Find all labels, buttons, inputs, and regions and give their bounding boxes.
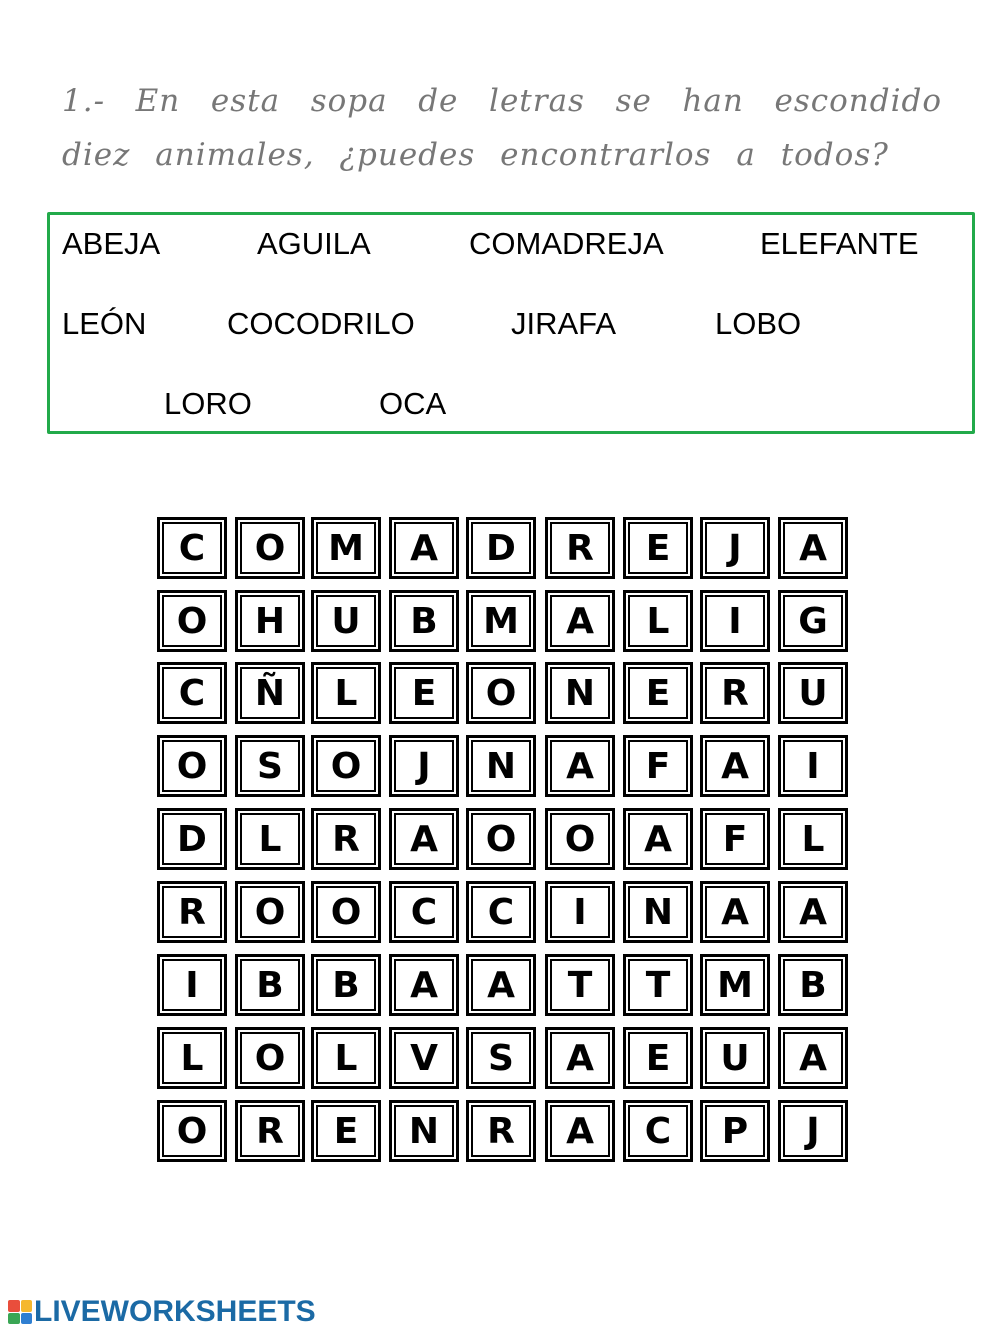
grid-cell[interactable]: [466, 1027, 536, 1089]
grid-cell[interactable]: [389, 954, 459, 1016]
grid-letter: S: [257, 745, 283, 787]
grid-cell[interactable]: [389, 662, 459, 724]
grid-letter: R: [178, 891, 206, 933]
grid-letter: O: [564, 818, 596, 860]
grid-cell[interactable]: [157, 881, 227, 943]
grid-letter: F: [645, 745, 671, 787]
grid-letter: L: [334, 1037, 358, 1079]
grid-letter: N: [408, 1110, 440, 1152]
grid-cell[interactable]: [778, 590, 848, 652]
grid-cell[interactable]: [311, 881, 381, 943]
grid-letter: O: [254, 1037, 286, 1079]
grid-letter: M: [328, 527, 364, 569]
logo-text: LIVEWORKSHEETS: [34, 1295, 316, 1328]
grid-letter: A: [410, 527, 438, 569]
grid-cell[interactable]: [466, 735, 536, 797]
grid-letter: A: [487, 964, 515, 1006]
grid-letter: C: [178, 527, 206, 569]
grid-letter: R: [487, 1110, 515, 1152]
grid-cell[interactable]: [389, 881, 459, 943]
grid-cell[interactable]: [778, 1100, 848, 1162]
word-search-grid: [157, 517, 847, 1167]
grid-cell[interactable]: [311, 954, 381, 1016]
grid-letter: R: [566, 527, 594, 569]
grid-letter: E: [645, 672, 671, 714]
instruction-text: 1.- En esta sopa de letras se han escondido diez animales, ¿puedes encontrarlos a todos?: [62, 83, 942, 173]
grid-letter: C: [644, 1110, 672, 1152]
grid-letter: P: [721, 1110, 749, 1152]
grid-letter: A: [799, 1037, 827, 1079]
grid-letter: A: [644, 818, 672, 860]
grid-cell[interactable]: [700, 808, 770, 870]
grid-letter: A: [721, 745, 749, 787]
word-list-item: COCODRILO: [227, 306, 415, 341]
grid-cell[interactable]: [700, 954, 770, 1016]
grid-letter: D: [486, 527, 516, 569]
grid-cell[interactable]: [545, 808, 615, 870]
word-list-item: AGUILA: [257, 226, 371, 261]
grid-cell[interactable]: [311, 1027, 381, 1089]
grid-letter: A: [566, 745, 594, 787]
grid-letter: O: [176, 600, 208, 642]
grid-cell[interactable]: [235, 735, 305, 797]
grid-letter: J: [728, 527, 742, 569]
grid-cell[interactable]: [157, 1100, 227, 1162]
grid-cell[interactable]: [235, 517, 305, 579]
grid-letter: E: [645, 1037, 671, 1079]
grid-letter: L: [801, 818, 825, 860]
grid-letter: J: [806, 1110, 820, 1152]
grid-letter: A: [566, 1037, 594, 1079]
grid-letter: C: [178, 672, 206, 714]
grid-cell[interactable]: [545, 954, 615, 1016]
grid-cell[interactable]: [389, 808, 459, 870]
grid-letter: E: [645, 527, 671, 569]
grid-letter: R: [721, 672, 749, 714]
grid-cell[interactable]: [623, 1100, 693, 1162]
grid-letter: I: [806, 745, 820, 787]
grid-cell[interactable]: [466, 517, 536, 579]
word-list-item: LEÓN: [62, 306, 147, 341]
grid-letter: I: [573, 891, 587, 933]
grid-cell[interactable]: [311, 590, 381, 652]
word-list-item: COMADREJA: [469, 226, 664, 261]
grid-letter: A: [799, 891, 827, 933]
grid-letter: M: [483, 600, 519, 642]
grid-cell[interactable]: [545, 735, 615, 797]
grid-cell[interactable]: [466, 954, 536, 1016]
grid-letter: A: [566, 600, 594, 642]
grid-letter: N: [564, 672, 596, 714]
grid-cell[interactable]: [389, 1027, 459, 1089]
grid-letter: C: [487, 891, 515, 933]
grid-cell[interactable]: [623, 881, 693, 943]
grid-cell[interactable]: [235, 662, 305, 724]
grid-cell[interactable]: [235, 590, 305, 652]
grid-cell[interactable]: [778, 954, 848, 1016]
grid-letter: B: [256, 964, 284, 1006]
grid-letter: M: [717, 964, 753, 1006]
grid-letter: N: [642, 891, 674, 933]
grid-letter: U: [720, 1037, 750, 1079]
grid-letter: A: [566, 1110, 594, 1152]
grid-letter: O: [330, 891, 362, 933]
grid-cell[interactable]: [389, 1100, 459, 1162]
grid-cell[interactable]: [311, 662, 381, 724]
grid-cell[interactable]: [700, 662, 770, 724]
grid-cell[interactable]: [700, 1027, 770, 1089]
grid-letter: D: [177, 818, 207, 860]
grid-letter: O: [254, 527, 286, 569]
grid-cell[interactable]: [157, 954, 227, 1016]
grid-letter: T: [567, 964, 593, 1006]
word-list-item: LORO: [164, 386, 252, 421]
grid-letter: L: [334, 672, 358, 714]
grid-letter: A: [410, 818, 438, 860]
grid-cell[interactable]: [311, 517, 381, 579]
grid-cell[interactable]: [157, 735, 227, 797]
grid-letter: U: [331, 600, 361, 642]
grid-cell[interactable]: [700, 1100, 770, 1162]
grid-cell[interactable]: [700, 881, 770, 943]
grid-letter: R: [256, 1110, 284, 1152]
liveworksheets-logo: [8, 1294, 316, 1330]
grid-cell[interactable]: [466, 808, 536, 870]
grid-cell[interactable]: [623, 662, 693, 724]
grid-letter: C: [410, 891, 438, 933]
grid-letter: O: [176, 1110, 208, 1152]
grid-cell[interactable]: [235, 954, 305, 1016]
grid-cell[interactable]: [157, 1027, 227, 1089]
grid-cell[interactable]: [623, 1027, 693, 1089]
liveworksheets-logo-icon: [8, 1300, 32, 1324]
grid-cell[interactable]: [157, 808, 227, 870]
grid-cell[interactable]: [157, 662, 227, 724]
grid-letter: O: [330, 745, 362, 787]
grid-cell[interactable]: [623, 954, 693, 1016]
grid-cell[interactable]: [778, 517, 848, 579]
grid-cell[interactable]: [157, 590, 227, 652]
grid-letter: O: [485, 672, 517, 714]
grid-cell[interactable]: [466, 881, 536, 943]
grid-cell[interactable]: [157, 517, 227, 579]
grid-cell[interactable]: [311, 1100, 381, 1162]
grid-letter: A: [410, 964, 438, 1006]
grid-cell[interactable]: [700, 735, 770, 797]
grid-letter: L: [180, 1037, 204, 1079]
grid-letter: U: [798, 672, 828, 714]
grid-cell[interactable]: [623, 808, 693, 870]
grid-letter: O: [485, 818, 517, 860]
grid-letter: I: [185, 964, 199, 1006]
grid-letter: V: [410, 1037, 438, 1079]
grid-cell[interactable]: [778, 735, 848, 797]
grid-letter: B: [332, 964, 360, 1006]
word-list-item: ELEFANTE: [760, 226, 919, 261]
grid-cell[interactable]: [545, 1100, 615, 1162]
grid-letter: J: [417, 745, 431, 787]
grid-letter: E: [333, 1110, 359, 1152]
grid-cell[interactable]: [235, 881, 305, 943]
grid-cell[interactable]: [545, 1027, 615, 1089]
grid-cell[interactable]: [623, 735, 693, 797]
word-list-box: [47, 212, 975, 434]
grid-cell[interactable]: [545, 881, 615, 943]
grid-cell[interactable]: [389, 735, 459, 797]
grid-cell[interactable]: [700, 517, 770, 579]
grid-letter: L: [258, 818, 282, 860]
word-list-item: ABEJA: [62, 226, 161, 261]
grid-cell[interactable]: [466, 590, 536, 652]
grid-cell[interactable]: [700, 590, 770, 652]
grid-cell[interactable]: [545, 590, 615, 652]
grid-cell[interactable]: [389, 590, 459, 652]
grid-cell[interactable]: [623, 517, 693, 579]
grid-cell[interactable]: [545, 517, 615, 579]
grid-letter: E: [411, 672, 437, 714]
grid-letter: R: [332, 818, 360, 860]
grid-letter: S: [488, 1037, 514, 1079]
grid-letter: Ñ: [254, 672, 286, 714]
grid-letter: O: [254, 891, 286, 933]
word-list-item: OCA: [379, 386, 447, 421]
grid-cell[interactable]: [623, 590, 693, 652]
grid-cell[interactable]: [778, 1027, 848, 1089]
grid-letter: B: [410, 600, 438, 642]
grid-letter: F: [722, 818, 748, 860]
grid-cell[interactable]: [545, 662, 615, 724]
grid-letter: I: [728, 600, 742, 642]
grid-cell[interactable]: [778, 881, 848, 943]
grid-cell[interactable]: [389, 517, 459, 579]
grid-letter: O: [176, 745, 208, 787]
grid-letter: G: [798, 600, 828, 642]
grid-letter: A: [799, 527, 827, 569]
word-list-item: LOBO: [715, 306, 802, 341]
grid-cell[interactable]: [466, 662, 536, 724]
grid-cell[interactable]: [235, 1100, 305, 1162]
grid-letter: B: [799, 964, 827, 1006]
word-list-item: JIRAFA: [511, 306, 617, 341]
grid-cell[interactable]: [466, 1100, 536, 1162]
grid-cell[interactable]: [311, 808, 381, 870]
grid-cell[interactable]: [778, 808, 848, 870]
grid-cell[interactable]: [235, 1027, 305, 1089]
grid-letter: L: [646, 600, 670, 642]
grid-cell[interactable]: [778, 662, 848, 724]
grid-letter: H: [254, 600, 286, 642]
grid-letter: T: [645, 964, 671, 1006]
grid-cell[interactable]: [311, 735, 381, 797]
grid-letter: A: [721, 891, 749, 933]
grid-cell[interactable]: [235, 808, 305, 870]
grid-letter: N: [485, 745, 517, 787]
